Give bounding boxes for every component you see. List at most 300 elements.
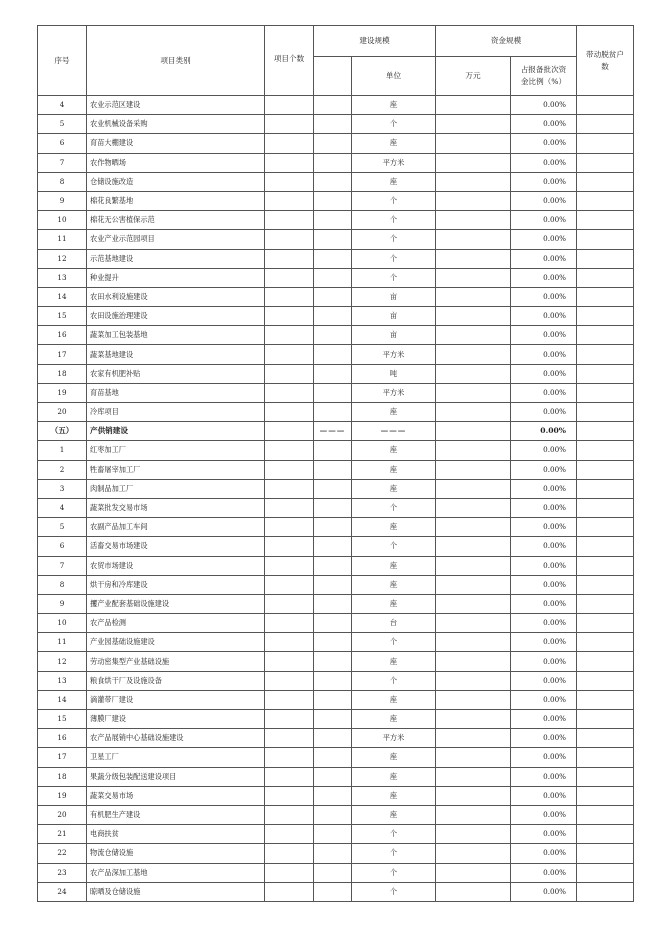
table-row (38, 230, 634, 249)
cell-unit: 个 (352, 863, 436, 882)
cell-count (265, 268, 314, 287)
cell-unit-spacer (314, 805, 352, 824)
cell-seq: 6 (38, 134, 87, 153)
cell-seq: 8 (38, 172, 87, 191)
cell-category: 烘干房和冷库建设 (87, 575, 265, 594)
header-unit: 单位 (352, 57, 436, 96)
cell-seq: 11 (38, 230, 87, 249)
cell-ratio: 0.00% (511, 710, 577, 729)
cell-category: 电商扶贫 (87, 825, 265, 844)
cell-wan-yuan (436, 287, 511, 306)
cell-category: 农业示范区建设 (87, 96, 265, 115)
cell-unit: 座 (352, 441, 436, 460)
cell-category: 卫星工厂 (87, 748, 265, 767)
header-ratio-line1: 占报备批次资 (520, 65, 567, 74)
cell-ratio: 0.00% (511, 729, 577, 748)
cell-poverty-households (577, 594, 634, 613)
cell-ratio: 0.00% (511, 230, 577, 249)
cell-unit-spacer (314, 115, 352, 134)
cell-seq: 5 (38, 518, 87, 537)
cell-unit-spacer (314, 729, 352, 748)
cell-seq: 15 (38, 307, 87, 326)
cell-seq: 20 (38, 403, 87, 422)
cell-unit: 个 (352, 249, 436, 268)
table-row (38, 825, 634, 844)
cell-count (265, 882, 314, 901)
cell-unit-spacer (314, 633, 352, 652)
cell-unit-spacer (314, 498, 352, 517)
cell-unit-spacer (314, 594, 352, 613)
cell-unit-spacer (314, 844, 352, 863)
cell-ratio: 0.00% (511, 345, 577, 364)
header-poverty-line1: 带动脱贫户 (586, 49, 624, 59)
cell-poverty-households (577, 153, 634, 172)
cell-seq: 18 (38, 767, 87, 786)
cell-count (265, 710, 314, 729)
cell-wan-yuan (436, 710, 511, 729)
cell-unit-spacer (314, 863, 352, 882)
cell-count (265, 172, 314, 191)
cell-unit-spacer (314, 671, 352, 690)
cell-unit-spacer (314, 652, 352, 671)
cell-unit-spacer (314, 786, 352, 805)
cell-ratio: 0.00% (511, 307, 577, 326)
cell-category: 农家有机肥补贴 (87, 364, 265, 383)
cell-category: 攫产业配套基础设施建设 (87, 594, 265, 613)
cell-category: 肉制品加工厂 (87, 479, 265, 498)
cell-poverty-households (577, 882, 634, 901)
cell-unit-spacer: ——— (314, 422, 352, 441)
cell-unit: 座 (352, 575, 436, 594)
cell-unit: 座 (352, 786, 436, 805)
cell-count (265, 403, 314, 422)
cell-ratio: 0.00% (511, 575, 577, 594)
cell-poverty-households (577, 460, 634, 479)
cell-seq: 22 (38, 844, 87, 863)
cell-unit: 座 (352, 748, 436, 767)
cell-unit-spacer (314, 441, 352, 460)
cell-poverty-households (577, 326, 634, 345)
table-row (38, 268, 634, 287)
cell-unit: 座 (352, 460, 436, 479)
cell-wan-yuan (436, 115, 511, 134)
cell-count (265, 422, 314, 441)
cell-poverty-households (577, 575, 634, 594)
cell-unit: 座 (352, 96, 436, 115)
table-row (38, 172, 634, 191)
cell-unit: 亩 (352, 307, 436, 326)
cell-unit-spacer (314, 882, 352, 901)
cell-unit: 个 (352, 882, 436, 901)
table-row (38, 652, 634, 671)
cell-seq: 7 (38, 153, 87, 172)
cell-poverty-households (577, 307, 634, 326)
cell-count (265, 671, 314, 690)
cell-ratio: 0.00% (511, 518, 577, 537)
header-poverty-line2: 数 (601, 61, 609, 71)
cell-poverty-households (577, 115, 634, 134)
cell-seq: 18 (38, 364, 87, 383)
cell-count (265, 633, 314, 652)
cell-wan-yuan (436, 786, 511, 805)
project-table (37, 25, 634, 902)
cell-count (265, 537, 314, 556)
cell-poverty-households (577, 748, 634, 767)
cell-ratio: 0.00% (511, 690, 577, 709)
cell-unit: 座 (352, 710, 436, 729)
table-row (38, 345, 634, 364)
cell-wan-yuan (436, 134, 511, 153)
table-row (38, 844, 634, 863)
cell-unit: 座 (352, 690, 436, 709)
cell-category: 劳动密集型产业基础设施 (87, 652, 265, 671)
cell-poverty-households (577, 614, 634, 633)
cell-category: 农田设施治理建设 (87, 307, 265, 326)
cell-category: 粮食烘干厂及设施设备 (87, 671, 265, 690)
cell-poverty-households (577, 383, 634, 402)
cell-count (265, 575, 314, 594)
table-row (38, 805, 634, 824)
cell-ratio: 0.00% (511, 153, 577, 172)
cell-poverty-households (577, 518, 634, 537)
cell-ratio: 0.00% (511, 422, 577, 441)
cell-wan-yuan (436, 383, 511, 402)
cell-category: 农贸市场建设 (87, 556, 265, 575)
cell-poverty-households (577, 211, 634, 230)
cell-category: 农产品深加工基地 (87, 863, 265, 882)
cell-unit: 座 (352, 556, 436, 575)
cell-poverty-households (577, 134, 634, 153)
cell-ratio: 0.00% (511, 786, 577, 805)
cell-unit-spacer (314, 383, 352, 402)
cell-count (265, 134, 314, 153)
table-row (38, 671, 634, 690)
cell-count (265, 767, 314, 786)
cell-poverty-households (577, 767, 634, 786)
cell-wan-yuan (436, 211, 511, 230)
cell-unit-spacer (314, 172, 352, 191)
cell-unit: 座 (352, 805, 436, 824)
cell-count (265, 230, 314, 249)
cell-wan-yuan (436, 364, 511, 383)
cell-category: 牲畜屠宰加工厂 (87, 460, 265, 479)
cell-seq: 16 (38, 729, 87, 748)
table-row (38, 364, 634, 383)
header-construction-scale: 建设规模 (314, 26, 436, 57)
cell-category: 蔬菜批发交易市场 (87, 498, 265, 517)
cell-seq: 19 (38, 786, 87, 805)
cell-count (265, 460, 314, 479)
cell-poverty-households (577, 786, 634, 805)
cell-ratio: 0.00% (511, 249, 577, 268)
cell-category: 育苗大棚建设 (87, 134, 265, 153)
cell-wan-yuan (436, 403, 511, 422)
cell-poverty-households (577, 249, 634, 268)
cell-wan-yuan (436, 326, 511, 345)
cell-unit-spacer (314, 575, 352, 594)
cell-poverty-households (577, 403, 634, 422)
cell-seq: 5 (38, 115, 87, 134)
table-row (38, 786, 634, 805)
cell-count (265, 786, 314, 805)
cell-unit-spacer (314, 307, 352, 326)
cell-unit: 个 (352, 537, 436, 556)
cell-wan-yuan (436, 690, 511, 709)
cell-wan-yuan (436, 614, 511, 633)
cell-poverty-households (577, 287, 634, 306)
cell-seq: 9 (38, 191, 87, 210)
cell-unit: 个 (352, 633, 436, 652)
cell-unit: 个 (352, 115, 436, 134)
cell-unit-spacer (314, 748, 352, 767)
cell-poverty-households (577, 537, 634, 556)
cell-poverty-households (577, 671, 634, 690)
cell-seq: 13 (38, 268, 87, 287)
cell-unit-spacer (314, 767, 352, 786)
cell-wan-yuan (436, 153, 511, 172)
table-row (38, 134, 634, 153)
cell-seq: 1 (38, 441, 87, 460)
cell-poverty-households (577, 96, 634, 115)
cell-ratio: 0.00% (511, 652, 577, 671)
cell-wan-yuan (436, 805, 511, 824)
cell-count (265, 652, 314, 671)
cell-poverty-households (577, 441, 634, 460)
cell-ratio: 0.00% (511, 633, 577, 652)
cell-ratio: 0.00% (511, 556, 577, 575)
cell-count (265, 863, 314, 882)
cell-poverty-households (577, 710, 634, 729)
cell-wan-yuan (436, 575, 511, 594)
cell-unit-spacer (314, 326, 352, 345)
cell-ratio: 0.00% (511, 191, 577, 210)
cell-unit-spacer (314, 249, 352, 268)
cell-poverty-households (577, 844, 634, 863)
cell-count (265, 307, 314, 326)
cell-category: 蔬菜加工包装基地 (87, 326, 265, 345)
cell-unit: 亩 (352, 326, 436, 345)
cell-unit: 座 (352, 172, 436, 191)
cell-wan-yuan (436, 191, 511, 210)
cell-unit: 个 (352, 211, 436, 230)
cell-unit-spacer (314, 345, 352, 364)
table-row (38, 249, 634, 268)
cell-category: 农作物晒场 (87, 153, 265, 172)
cell-seq: 8 (38, 575, 87, 594)
table-row (38, 863, 634, 882)
cell-category: 种业提升 (87, 268, 265, 287)
cell-unit: 个 (352, 844, 436, 863)
table-row (38, 729, 634, 748)
cell-poverty-households (577, 690, 634, 709)
table-row (38, 575, 634, 594)
cell-ratio: 0.00% (511, 96, 577, 115)
cell-seq: 7 (38, 556, 87, 575)
cell-ratio: 0.00% (511, 364, 577, 383)
cell-ratio: 0.00% (511, 767, 577, 786)
cell-poverty-households (577, 825, 634, 844)
cell-category: 薄膜厂建设 (87, 710, 265, 729)
cell-seq: 20 (38, 805, 87, 824)
table-row (38, 710, 634, 729)
cell-wan-yuan (436, 96, 511, 115)
cell-ratio: 0.00% (511, 805, 577, 824)
cell-category: 红枣加工厂 (87, 441, 265, 460)
cell-category: 晾晒及仓储设施 (87, 882, 265, 901)
cell-seq: 24 (38, 882, 87, 901)
cell-ratio: 0.00% (511, 748, 577, 767)
cell-unit-spacer (314, 479, 352, 498)
cell-unit: 平方米 (352, 345, 436, 364)
cell-seq: 14 (38, 690, 87, 709)
cell-ratio: 0.00% (511, 441, 577, 460)
cell-seq: 2 (38, 460, 87, 479)
table-row (38, 882, 634, 901)
table-row (38, 498, 634, 517)
cell-count (265, 844, 314, 863)
cell-ratio: 0.00% (511, 403, 577, 422)
cell-category: 冷库项目 (87, 403, 265, 422)
cell-ratio: 0.00% (511, 863, 577, 882)
cell-wan-yuan (436, 230, 511, 249)
cell-count (265, 211, 314, 230)
table-row (38, 115, 634, 134)
cell-count (265, 364, 314, 383)
table-row (38, 594, 634, 613)
cell-seq: 23 (38, 863, 87, 882)
cell-poverty-households (577, 863, 634, 882)
cell-wan-yuan (436, 268, 511, 287)
cell-unit: 个 (352, 230, 436, 249)
cell-seq: 19 (38, 383, 87, 402)
cell-unit: 个 (352, 825, 436, 844)
cell-wan-yuan (436, 882, 511, 901)
cell-poverty-households (577, 498, 634, 517)
cell-unit: 台 (352, 614, 436, 633)
table-row (38, 383, 634, 402)
cell-unit: 座 (352, 652, 436, 671)
cell-seq: 16 (38, 326, 87, 345)
table-row (38, 537, 634, 556)
cell-ratio: 0.00% (511, 825, 577, 844)
cell-ratio: 0.00% (511, 268, 577, 287)
cell-seq: 21 (38, 825, 87, 844)
cell-seq: 17 (38, 345, 87, 364)
cell-unit: 个 (352, 191, 436, 210)
table-row (38, 518, 634, 537)
header-poverty-households (577, 26, 634, 96)
cell-count (265, 287, 314, 306)
cell-wan-yuan (436, 249, 511, 268)
cell-count (265, 805, 314, 824)
cell-count (265, 96, 314, 115)
cell-ratio: 0.00% (511, 115, 577, 134)
cell-unit-spacer (314, 287, 352, 306)
cell-poverty-households (577, 422, 634, 441)
cell-count (265, 729, 314, 748)
cell-wan-yuan (436, 671, 511, 690)
cell-unit-spacer (314, 364, 352, 383)
cell-category: 蔬菜基地建设 (87, 345, 265, 364)
cell-poverty-households (577, 230, 634, 249)
header-ratio-line2: 金比例（%） (520, 77, 567, 86)
cell-category: 仓储设施改造 (87, 172, 265, 191)
cell-count (265, 191, 314, 210)
cell-seq: 13 (38, 671, 87, 690)
table-row (38, 191, 634, 210)
cell-seq: 15 (38, 710, 87, 729)
cell-wan-yuan (436, 729, 511, 748)
header-ratio (511, 57, 577, 96)
cell-ratio: 0.00% (511, 671, 577, 690)
table-row (38, 96, 634, 115)
cell-wan-yuan (436, 441, 511, 460)
cell-unit-spacer (314, 96, 352, 115)
cell-ratio: 0.00% (511, 287, 577, 306)
cell-unit-spacer (314, 134, 352, 153)
cell-category: 示范基地建设 (87, 249, 265, 268)
cell-wan-yuan (436, 498, 511, 517)
cell-seq: 10 (38, 211, 87, 230)
table-row (38, 748, 634, 767)
cell-unit-spacer (314, 230, 352, 249)
cell-seq: 14 (38, 287, 87, 306)
table-row (38, 633, 634, 652)
cell-seq: 3 (38, 479, 87, 498)
cell-count (265, 825, 314, 844)
cell-category: 物流仓储设施 (87, 844, 265, 863)
cell-wan-yuan (436, 307, 511, 326)
cell-category: 农产品展销中心基础设施建设 (87, 729, 265, 748)
cell-ratio: 0.00% (511, 594, 577, 613)
table-row (38, 287, 634, 306)
cell-unit: 座 (352, 403, 436, 422)
cell-wan-yuan (436, 556, 511, 575)
table-row (38, 211, 634, 230)
section-row (38, 422, 634, 441)
table-row (38, 153, 634, 172)
cell-seq: 11 (38, 633, 87, 652)
table-row (38, 326, 634, 345)
cell-category: 农副产品加工车间 (87, 518, 265, 537)
cell-category: 活畜交易市场建设 (87, 537, 265, 556)
cell-unit: 平方米 (352, 383, 436, 402)
cell-category: 蔬菜交易市场 (87, 786, 265, 805)
cell-count (265, 498, 314, 517)
cell-unit-spacer (314, 614, 352, 633)
cell-unit-spacer (314, 268, 352, 287)
cell-poverty-households (577, 172, 634, 191)
cell-wan-yuan (436, 748, 511, 767)
cell-unit-spacer (314, 518, 352, 537)
table-row (38, 479, 634, 498)
cell-unit: 平方米 (352, 153, 436, 172)
cell-category: 农业产业示范园项目 (87, 230, 265, 249)
cell-seq: 10 (38, 614, 87, 633)
cell-poverty-households (577, 556, 634, 575)
cell-poverty-households (577, 729, 634, 748)
cell-category: 棉花无公害植保示范 (87, 211, 265, 230)
cell-count (265, 479, 314, 498)
cell-ratio: 0.00% (511, 172, 577, 191)
cell-wan-yuan (436, 460, 511, 479)
cell-ratio: 0.00% (511, 614, 577, 633)
cell-ratio: 0.00% (511, 326, 577, 345)
header-category: 项目类别 (87, 26, 265, 96)
cell-poverty-households (577, 364, 634, 383)
cell-ratio: 0.00% (511, 460, 577, 479)
cell-count (265, 518, 314, 537)
